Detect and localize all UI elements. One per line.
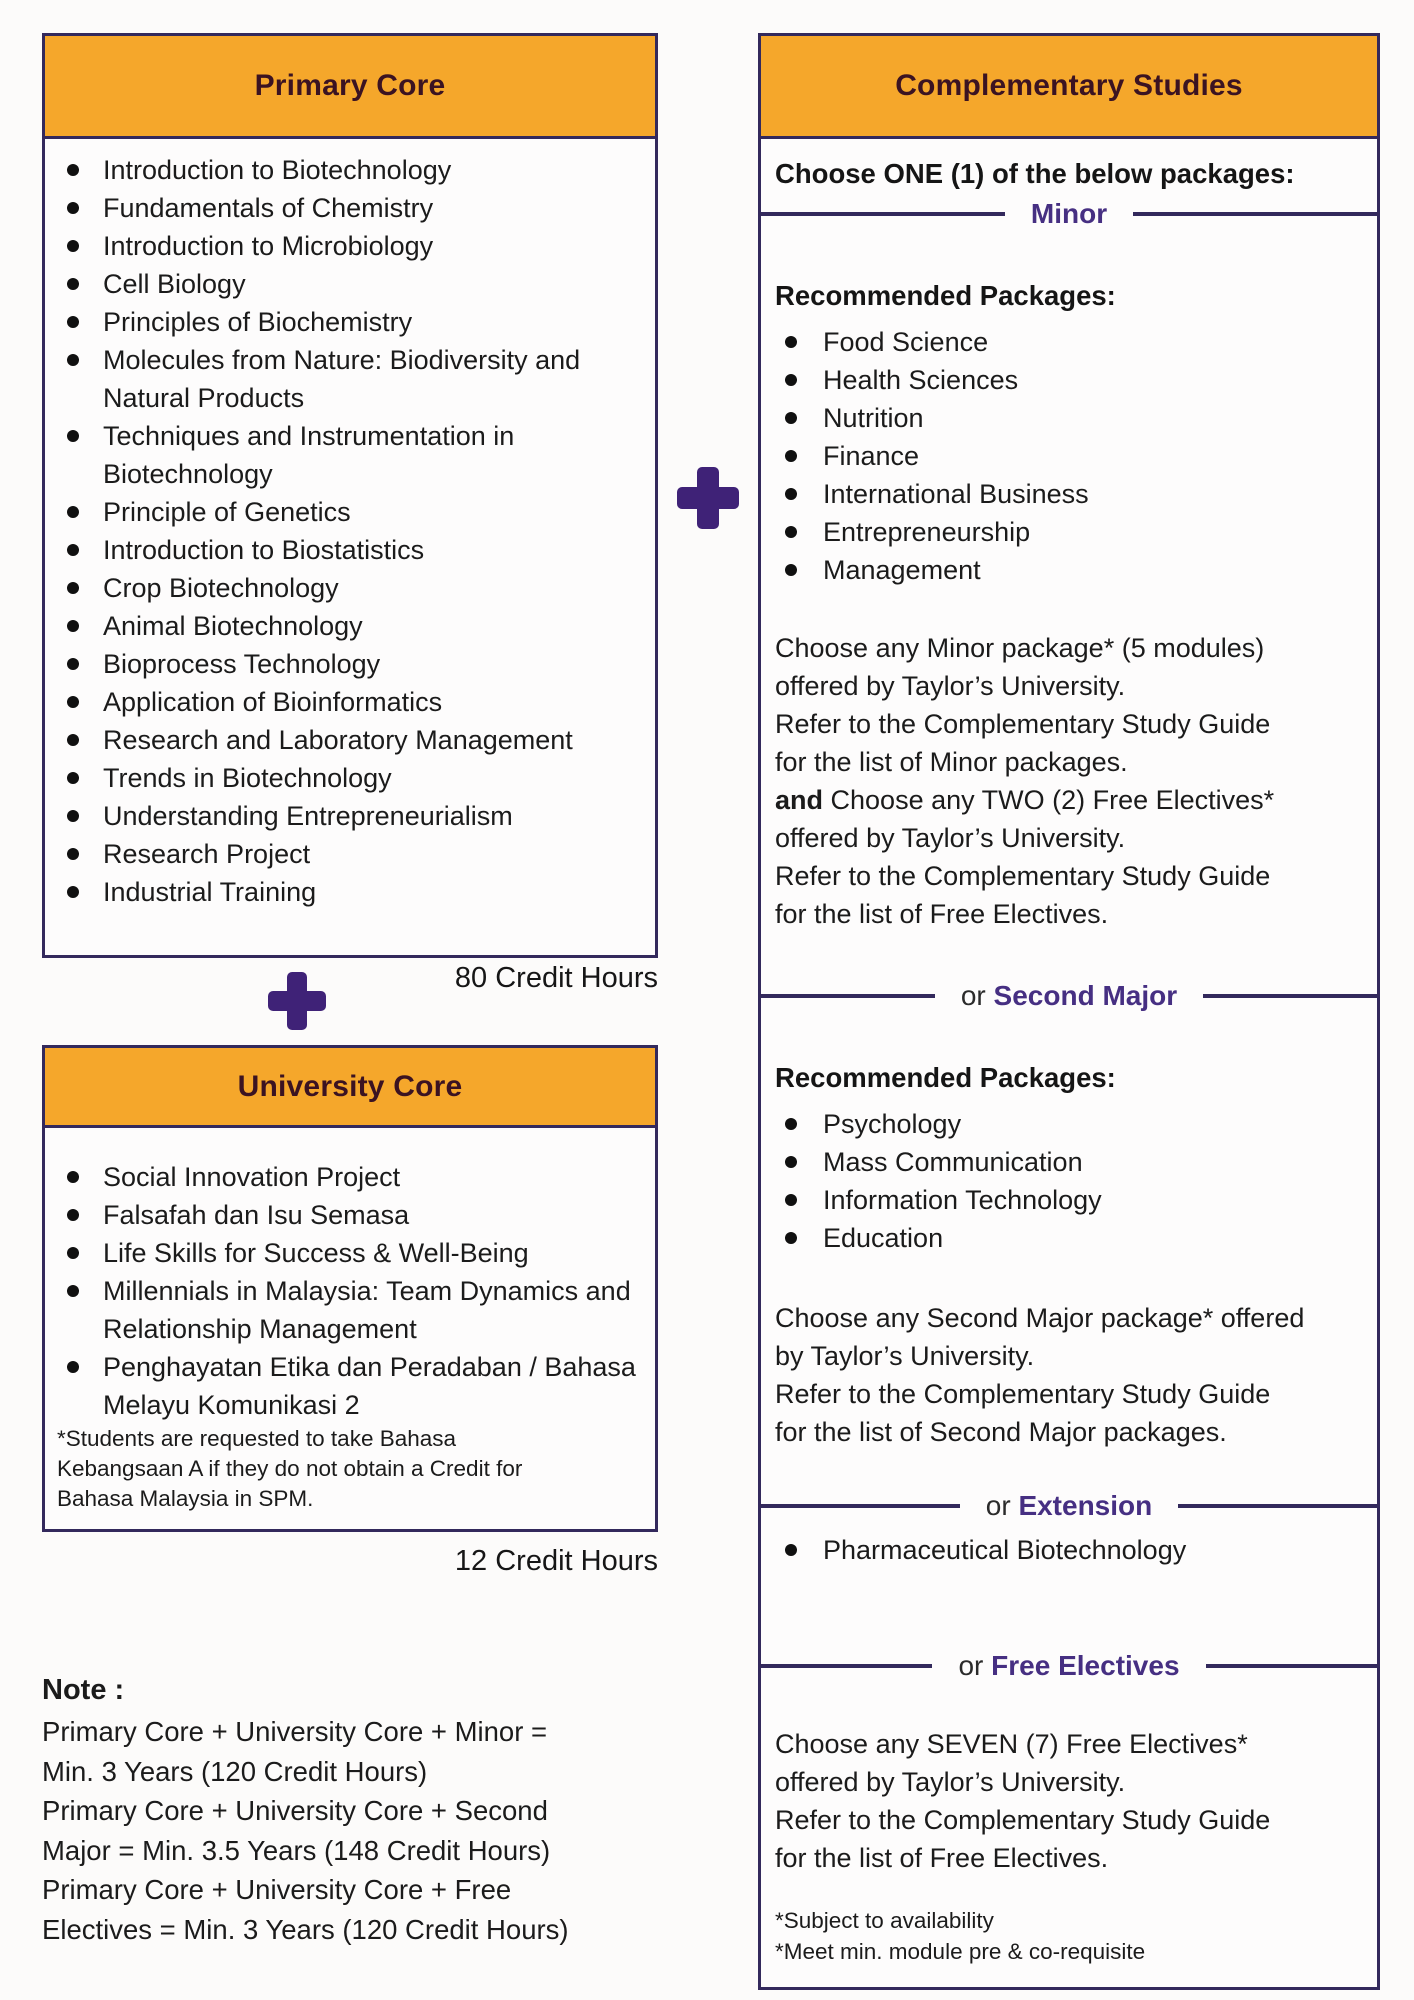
university-core-course-list: [45, 1128, 655, 1424]
course-item: Millennials in Malaysia: Team Dynamics and Relationship Management: [45, 1272, 637, 1348]
paragraph-line: offered by Taylor’s University.: [775, 671, 1126, 701]
course-item: Principle of Genetics: [45, 493, 637, 531]
note-section: [42, 1668, 687, 1949]
package-item: Education: [775, 1219, 1363, 1257]
plus-icon: [677, 467, 739, 529]
minor-divider-label: Minor: [1030, 198, 1108, 229]
extension-packages-list: [775, 1525, 1363, 1569]
footnote-line: Bahasa Malaysia in SPM.: [57, 1486, 314, 1511]
course-item: Bioprocess Technology: [45, 645, 637, 683]
paragraph-line: Choose any SEVEN (7) Free Electives*: [775, 1729, 1248, 1759]
university-core-title: University Core: [237, 1069, 463, 1103]
paragraph-line: Choose any Minor package* (5 modules): [775, 633, 1265, 663]
note-line: Electives = Min. 3 Years (120 Credit Hours): [42, 1913, 569, 1945]
course-item: Introduction to Biostatistics: [45, 531, 637, 569]
primary-core-box: [42, 33, 658, 958]
course-item: Social Innovation Project: [45, 1158, 637, 1196]
paragraph-line: offered by Taylor’s University.: [775, 823, 1126, 853]
free-electives-divider-label: or Free Electives: [958, 1650, 1180, 1681]
course-item: Research Project: [45, 835, 637, 873]
package-item: Entrepreneurship: [775, 513, 1363, 551]
divider-line: [1206, 1664, 1377, 1668]
divider-line: [761, 994, 935, 998]
extension-divider-label: or Extension: [985, 1490, 1153, 1521]
note-line: Min. 3 Years (120 Credit Hours): [42, 1755, 428, 1787]
second-major-recommended-title: Recommended Packages:: [775, 1062, 1116, 1093]
package-item: Information Technology: [775, 1181, 1363, 1219]
paragraph-line: Choose any Second Major package* offered: [775, 1303, 1305, 1333]
course-item: Application of Bioinformatics: [45, 683, 637, 721]
package-item: Health Sciences: [775, 361, 1363, 399]
primary-core-course-list: [45, 139, 655, 911]
course-item: Cell Biology: [45, 265, 637, 303]
second-major-packages-list: [775, 1097, 1363, 1257]
university-core-footnote: [45, 1424, 655, 1514]
note-line: Primary Core + University Core + Free: [42, 1874, 512, 1905]
plus-icon: [268, 972, 326, 1030]
and-word: and: [775, 785, 824, 815]
divider-line: [761, 1664, 932, 1668]
divider-line: [1133, 212, 1377, 216]
complementary-studies-box: [758, 33, 1380, 1990]
course-item: Introduction to Biotechnology: [45, 151, 637, 189]
package-item: International Business: [775, 475, 1363, 513]
note-lines: [42, 1712, 687, 1949]
course-item: Research and Laboratory Management: [45, 721, 637, 759]
package-item: Nutrition: [775, 399, 1363, 437]
paragraph-line: for the list of Free Electives.: [775, 899, 1109, 929]
paragraph-line: Refer to the Complementary Study Guide: [775, 861, 1271, 891]
paragraph-line: Refer to the Complementary Study Guide: [775, 1805, 1271, 1835]
course-item: Principles of Biochemistry: [45, 303, 637, 341]
complementary-studies-content: [761, 155, 1377, 1967]
free-electives-divider: [761, 1647, 1377, 1685]
note-line: Primary Core + University Core + Second: [42, 1795, 548, 1826]
course-item: Industrial Training: [45, 873, 637, 911]
course-item: Fundamentals of Chemistry: [45, 189, 637, 227]
course-item: Techniques and Instrumentation in Biotechnology: [45, 417, 637, 493]
minor-divider: [761, 195, 1377, 233]
course-item: Penghayatan Etika dan Peradaban / Bahasa Melayu Komunikasi 2: [45, 1348, 637, 1424]
course-item: Molecules from Nature: Biodiversity and Natural Products: [45, 341, 637, 417]
paragraph-line: for the list of Second Major packages.: [775, 1417, 1227, 1447]
university-core-credit-hours: 12 Credit Hours: [454, 1545, 658, 1577]
minor-paragraph: [775, 629, 1363, 781]
course-item: Life Skills for Success & Well-Being: [45, 1234, 637, 1272]
university-core-box: [42, 1045, 658, 1532]
university-core-header: [45, 1048, 655, 1128]
complementary-studies-header: [761, 36, 1377, 139]
complementary-studies-title: Complementary Studies: [895, 69, 1243, 102]
course-item: Animal Biotechnology: [45, 607, 637, 645]
course-item: Understanding Entrepreneurialism: [45, 797, 637, 835]
package-item: Mass Communication: [775, 1143, 1363, 1181]
footnote-line: *Students are requested to take Bahasa: [57, 1426, 457, 1451]
course-item: Trends in Biotechnology: [45, 759, 637, 797]
and-line-rest: Choose any TWO (2) Free Electives*: [823, 785, 1275, 815]
paragraph-line: Refer to the Complementary Study Guide: [775, 709, 1271, 739]
primary-core-title: Primary Core: [254, 69, 446, 102]
course-item: Crop Biotechnology: [45, 569, 637, 607]
divider-line: [761, 1504, 960, 1508]
free-electives-paragraph: [775, 1725, 1363, 1877]
course-item: Falsafah dan Isu Semasa: [45, 1196, 637, 1234]
choose-one-instruction: Choose ONE (1) of the below packages:: [775, 158, 1295, 189]
divider-line: [1178, 1504, 1377, 1508]
package-item: Pharmaceutical Biotechnology: [775, 1531, 1363, 1569]
divider-line: [1203, 994, 1377, 998]
minor-recommended-title: Recommended Packages:: [775, 280, 1116, 311]
package-item: Management: [775, 551, 1363, 589]
package-item: Food Science: [775, 323, 1363, 361]
note-title: Note :: [42, 1674, 125, 1706]
paragraph-line: offered by Taylor’s University.: [775, 1767, 1126, 1797]
paragraph-line: for the list of Minor packages.: [775, 747, 1128, 777]
extension-divider: [761, 1487, 1377, 1525]
paragraph-line: for the list of Free Electives.: [775, 1843, 1109, 1873]
complementary-footnotes: [775, 1905, 1363, 1967]
divider-line: [761, 212, 1005, 216]
footnote-line: *Subject to availability: [775, 1908, 994, 1933]
primary-core-credit-hours: 80 Credit Hours: [454, 962, 658, 994]
primary-core-header: [45, 36, 655, 139]
second-major-divider: [761, 977, 1377, 1015]
second-major-paragraph: [775, 1299, 1363, 1451]
minor-packages-list: [775, 315, 1363, 589]
course-item: Introduction to Microbiology: [45, 227, 637, 265]
footnote-line: *Meet min. module pre & co-requisite: [775, 1939, 1146, 1964]
note-line: Major = Min. 3.5 Years (148 Credit Hours): [42, 1834, 551, 1866]
package-item: Finance: [775, 437, 1363, 475]
footnote-line: Kebangsaan A if they do not obtain a Credit for: [57, 1456, 523, 1481]
paragraph-line: by Taylor’s University.: [775, 1341, 1035, 1371]
paragraph-line: Refer to the Complementary Study Guide: [775, 1379, 1271, 1409]
paragraph-line: [775, 781, 1363, 819]
second-major-divider-label: or Second Major: [960, 980, 1178, 1011]
package-item: Psychology: [775, 1105, 1363, 1143]
note-line: Primary Core + University Core + Minor =: [42, 1716, 548, 1747]
minor-paragraph-2: [775, 819, 1363, 933]
